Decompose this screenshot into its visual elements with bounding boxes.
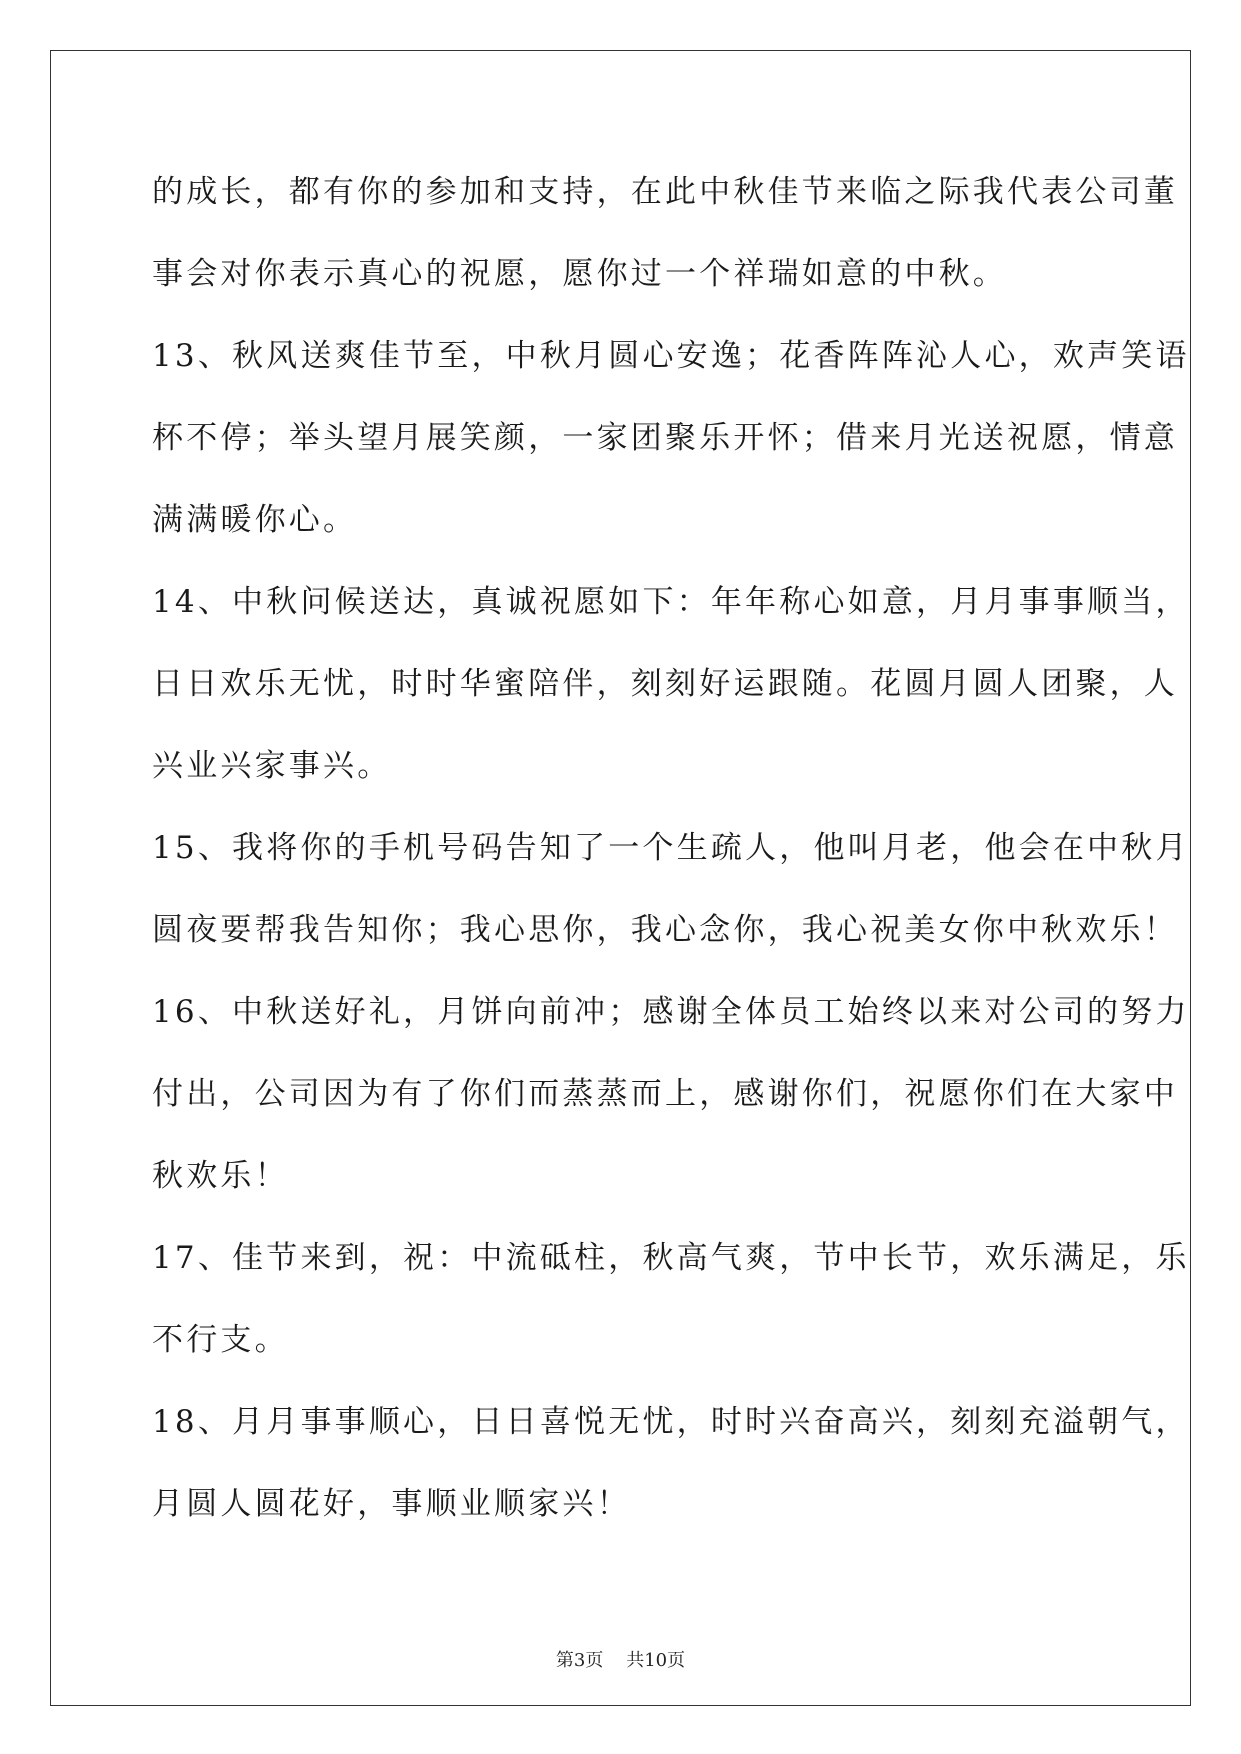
text-line: 满满暖你心。 <box>152 502 358 538</box>
text-line: 杯不停；举头望月展笑颜，一家团聚乐开怀；借来月光送祝愿，情意 <box>152 420 1178 456</box>
text-line: 不行支。 <box>152 1322 289 1358</box>
text-line: 兴业兴家事兴。 <box>152 748 392 784</box>
document-body <box>152 157 1190 1551</box>
text-line: 秋欢乐！ <box>152 1158 289 1194</box>
text-line: 的成长，都有你的参加和支持，在此中秋佳节来临之际我代表公司董 <box>152 174 1178 210</box>
page-number: 第3页 共10页 <box>555 1650 686 1671</box>
text-line: 日日欢乐无忧，时时华蜜陪伴，刻刻好运跟随。花圆月圆人团聚，人 <box>152 666 1178 702</box>
text-line: 月圆人圆花好，事顺业顺家兴！ <box>152 1486 631 1522</box>
text-line: 圆夜要帮我告知你；我心思你，我心念你，我心祝美女你中秋欢乐！ <box>152 912 1178 948</box>
text-line: 15、我将你的手机号码告知了一个生疏人，他叫月老，他会在中秋月 <box>152 830 1190 866</box>
text-line: 17、佳节来到，祝：中流砥柱，秋高气爽，节中长节，欢乐满足，乐 <box>152 1240 1190 1276</box>
text-line: 付出，公司因为有了你们而蒸蒸而上，感谢你们，祝愿你们在大家中 <box>152 1076 1178 1112</box>
text-line: 16、中秋送好礼，月饼向前冲；感谢全体员工始终以来对公司的努力 <box>152 994 1190 1030</box>
text-line: 13、秋风送爽佳节至，中秋月圆心安逸；花香阵阵沁人心，欢声笑语 <box>152 338 1190 374</box>
text-line: 事会对你表示真心的祝愿，愿你过一个祥瑞如意的中秋。 <box>152 256 1007 292</box>
text-line: 14、中秋问候送达，真诚祝愿如下：年年称心如意，月月事事顺当， <box>152 584 1190 620</box>
text-line: 18、月月事事顺心，日日喜悦无忧，时时兴奋高兴，刻刻充溢朝气， <box>152 1404 1190 1440</box>
